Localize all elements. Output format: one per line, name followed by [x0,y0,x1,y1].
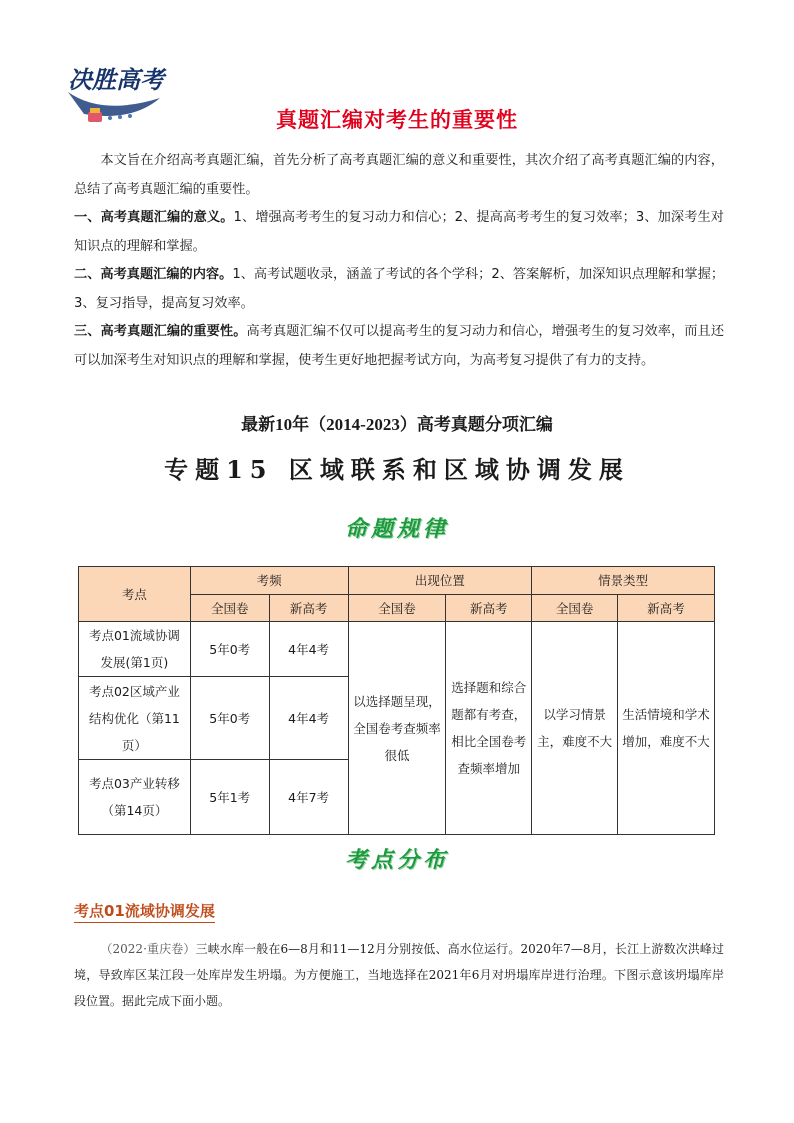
row-national: 5年0考 [190,622,269,677]
distribution-heading: 考点分布 [344,847,449,873]
intro-text [74,147,724,375]
importance-body: 高考真题汇编不仅可以提高考生的复习动力和信心，增强考生的复习效率，而且还可以加深考生对知识点的理解和掌握，使考生更好地把握考试方向，为高考复习提供了有力的支持。 [74,324,725,368]
sub-national: 全国卷 [190,594,269,622]
row-point: 考点01流域协调发展(第1页) [79,622,191,677]
meaning-heading: 一、高考真题汇编的意义。 [74,210,234,225]
position-new: 选择题和综合题都有考查，相比全国卷考查频率增加 [446,622,532,835]
sub-national: 全国卷 [532,594,618,622]
sub-new: 新高考 [618,594,715,622]
header-point: 考点 [79,567,191,622]
intro-paragraph: 本文旨在介绍高考真题汇编，首先分析了高考真题汇编的意义和重要性，其次介绍了高考真题汇编的内容，总结了高考真题汇编的重要性。 [74,153,724,197]
header-frequency: 考频 [190,567,348,595]
row-point: 考点02区域产业结构优化（第11页） [79,677,191,760]
document-title: 真题汇编对考生的重要性 [276,108,518,132]
row-national: 5年0考 [190,677,269,760]
content-body: 1、高考试题收录，涵盖了考试的各个学科；2、答案解析，加深知识点理解和掌握；3、复习指导，提高复习效率。 [74,267,725,311]
meaning-body: 1、增强高考考生的复习动力和信心；2、提高高考考生的复习效率；3、加深考生对知识点的理解和掌握。 [74,210,724,254]
topic-title: 专题15 区域联系和区域协调发展 [164,455,630,484]
table-header-row [79,567,715,595]
header-scenario: 情景类型 [532,567,715,595]
importance-heading: 三、高考真题汇编的重要性。 [74,324,247,339]
row-national: 5年1考 [190,760,269,835]
row-new: 4年4考 [269,677,348,760]
intro-content [74,261,724,318]
row-new: 4年4考 [269,622,348,677]
sub-new: 新高考 [269,594,348,622]
exam-rules-table [78,566,715,835]
logo-text: 决胜高考 [68,65,164,94]
intro-meaning [74,204,724,261]
row-point: 考点03产业转移（第14页） [79,760,191,835]
row-new: 4年7考 [269,760,348,835]
section-heading: 考点01流域协调发展 [74,900,215,923]
content-heading: 二、高考真题汇编的内容。 [74,267,233,282]
intro-importance [74,318,724,375]
rules-heading: 命题规律 [344,516,449,542]
question-source: （2022·重庆卷） [100,942,196,956]
sub-new: 新高考 [446,594,532,622]
header-position: 出现位置 [348,567,532,595]
sub-national: 全国卷 [348,594,446,622]
collection-subtitle: 最新10年（2014-2023）高考真题分项汇编 [241,415,553,434]
scenario-national: 以学习情景主，难度不大 [532,622,618,835]
question-text [74,936,724,1014]
table-row [79,622,715,677]
question-body: 三峡水库一般在6—8月和11—12月分别按低、高水位运行。2020年7—8月，长江上游数次洪峰过境，导致库区某江段一处库岸发生坍塌。为方便施工，当地选择在2021年6月对坍塌库岸进行治理。下图示意该坍塌库岸段位置。据此完成下面小题。 [74,942,725,1008]
scenario-new: 生活情境和学术增加，难度不大 [618,622,715,835]
position-national: 以选择题呈现，全国卷考查频率很低 [348,622,446,835]
